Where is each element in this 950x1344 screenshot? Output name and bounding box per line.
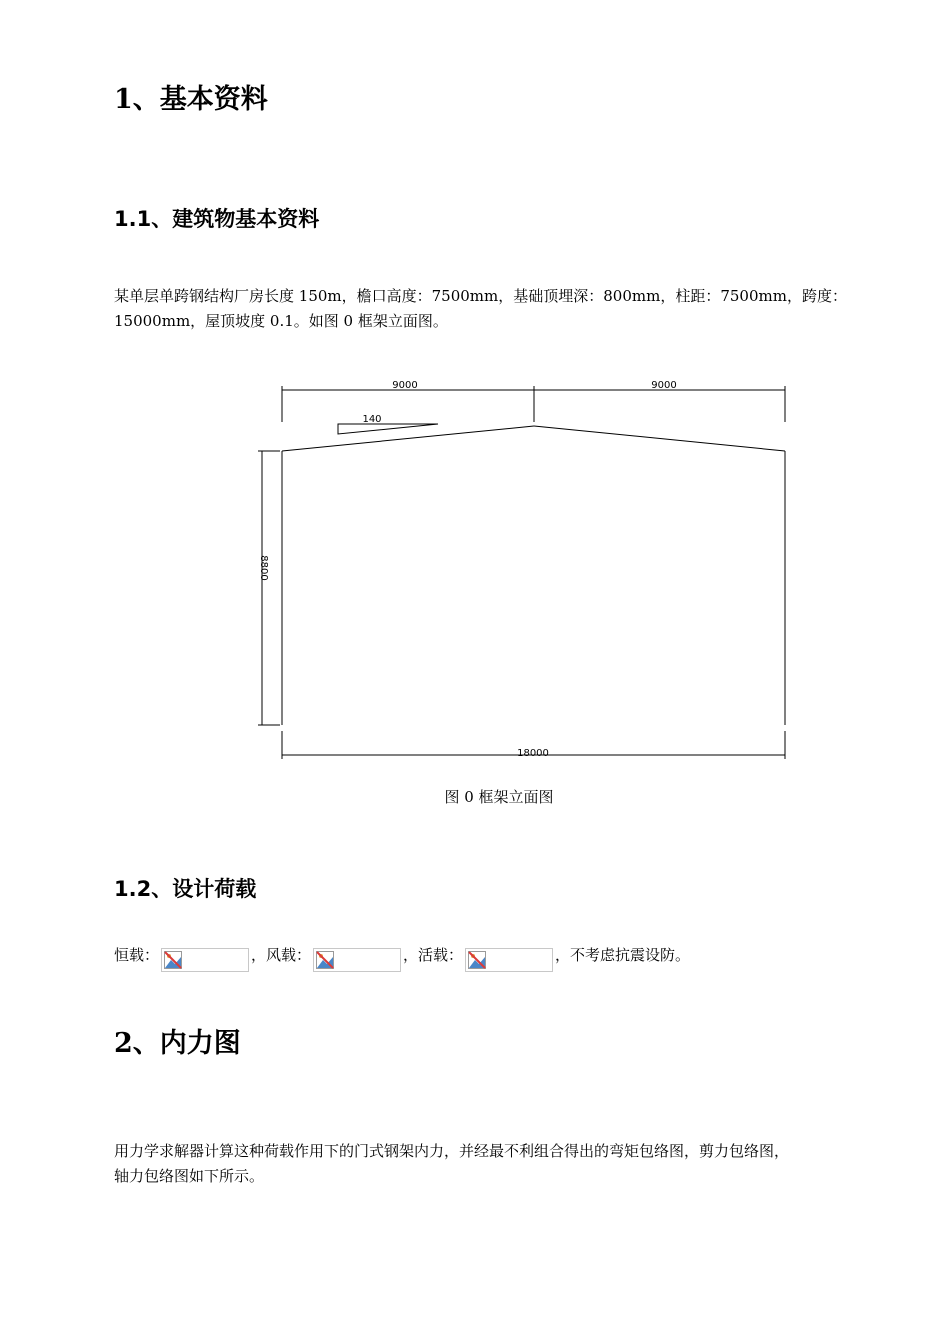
left-rafter bbox=[282, 426, 534, 451]
dim-span-label: 18000 bbox=[517, 748, 549, 759]
dim-height-label: 8800 bbox=[258, 555, 269, 581]
wind-load-formula-image bbox=[313, 948, 401, 972]
design-loads-line bbox=[114, 942, 690, 968]
figure-0-caption: 图 0 框架立面图 bbox=[444, 788, 554, 806]
section-2-title: 2、内力图 bbox=[114, 1028, 241, 1059]
section-2-paragraph bbox=[114, 1139, 874, 1189]
right-rafter bbox=[534, 426, 785, 451]
dim-left-half-label: 9000 bbox=[392, 380, 418, 391]
broken-image-icon bbox=[468, 951, 486, 969]
design-loads-tail: ，不考虑抗震设防。 bbox=[555, 946, 691, 964]
section-1-1-paragraph bbox=[114, 284, 874, 334]
paragraph-line: 15000mm，屋顶坡度 0.1。如图 0 框架立面图。 bbox=[114, 312, 448, 330]
paragraph-line: 用力学求解器计算这种荷载作用下的门式钢架内力，并经最不利组合得出的弯矩包络图，剪力包络图， bbox=[114, 1142, 790, 1160]
dead-load-formula-image bbox=[161, 948, 249, 972]
paragraph-line: 某单层单跨钢结构厂房长度 150m，檐口高度：7500mm，基础顶埋深：800mm，柱距：7500mm，跨度： bbox=[114, 287, 847, 305]
dim-slope-label: 140 bbox=[362, 414, 382, 425]
paragraph-line: 轴力包络图如下所示。 bbox=[114, 1167, 265, 1185]
dead-load-label: 恒载： bbox=[114, 946, 160, 964]
live-load-label: ，活载： bbox=[403, 946, 464, 964]
section-1-1-title: 1.1、建筑物基本资料 bbox=[114, 207, 320, 231]
dim-right-half-label: 9000 bbox=[651, 380, 677, 391]
frame-elevation-figure bbox=[250, 378, 800, 763]
section-1-title: 1、基本资料 bbox=[114, 84, 268, 115]
section-1-2-title: 1.2、设计荷载 bbox=[114, 877, 257, 901]
slope-triangle bbox=[338, 424, 438, 434]
broken-image-icon bbox=[316, 951, 334, 969]
wind-load-label: ，风载： bbox=[251, 946, 312, 964]
broken-image-icon bbox=[164, 951, 182, 969]
frame-elevation-drawing bbox=[250, 378, 800, 763]
live-load-formula-image bbox=[465, 948, 553, 972]
